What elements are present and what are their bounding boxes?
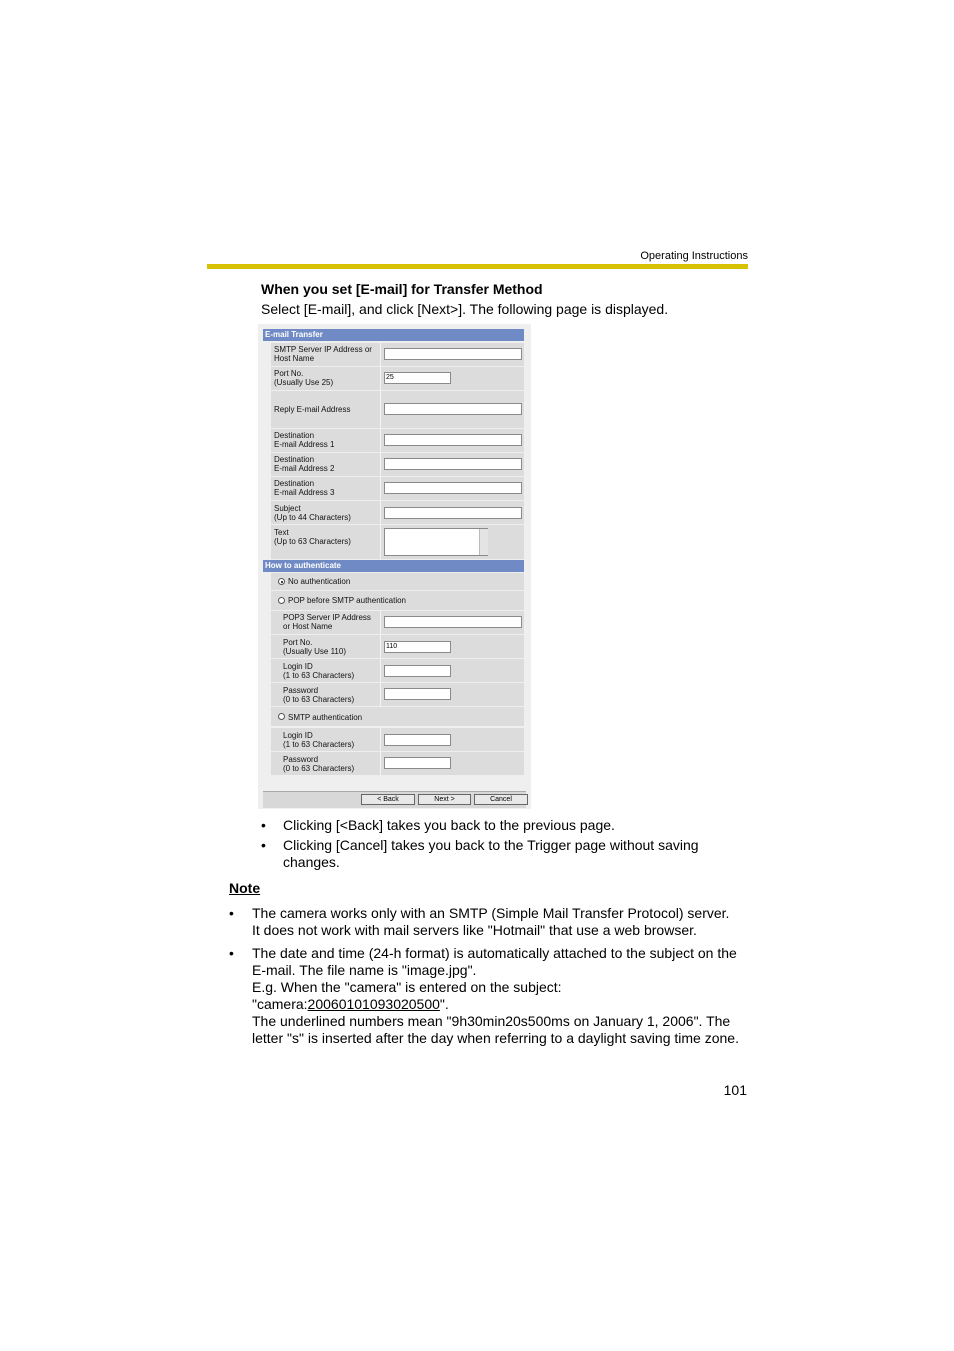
smtp-login-row bbox=[271, 728, 524, 751]
text-row bbox=[271, 525, 524, 559]
subject-label: Subject (Up to 44 Characters) bbox=[274, 504, 351, 522]
button-bar bbox=[263, 791, 526, 808]
auth-header: How to authenticate bbox=[263, 560, 524, 572]
smtp-password-row bbox=[271, 752, 524, 775]
page-number: 101 bbox=[723, 1082, 747, 1098]
auth-smtp-label: SMTP authentication bbox=[288, 713, 363, 722]
auth-pop-radio[interactable] bbox=[278, 597, 285, 604]
destination-1-input[interactable] bbox=[384, 434, 522, 446]
bullet-cancel-text: Clicking [Cancel] takes you back to the Trigger page without saving changes. bbox=[283, 837, 699, 870]
pop3-server-label: POP3 Server IP Address or Host Name bbox=[283, 613, 371, 631]
text-textarea[interactable] bbox=[384, 528, 488, 556]
bullet-cancel bbox=[261, 837, 741, 871]
port-label: Port No. (Usually Use 25) bbox=[274, 369, 334, 387]
destination-3-label: Destination E-mail Address 3 bbox=[274, 479, 335, 497]
bullet-back-text: Clicking [<Back] takes you back to the previous page. bbox=[283, 817, 615, 833]
destination-2-input[interactable] bbox=[384, 458, 522, 470]
subject-row bbox=[271, 501, 524, 524]
pop3-port-label: Port No. (Usually Use 110) bbox=[283, 638, 346, 656]
bullet-symbol: • bbox=[261, 817, 266, 833]
note-item-1 bbox=[229, 905, 749, 939]
running-header: Operating Instructions bbox=[640, 250, 748, 262]
pop3-server-row bbox=[271, 611, 524, 634]
pop3-password-row bbox=[271, 683, 524, 706]
pop3-server-input[interactable] bbox=[384, 616, 522, 628]
smtp-server-row bbox=[271, 343, 524, 366]
pop3-port-input[interactable]: 110 bbox=[384, 641, 451, 653]
reply-address-row bbox=[271, 391, 524, 428]
subject-input[interactable] bbox=[384, 507, 522, 519]
reply-address-input[interactable] bbox=[384, 403, 522, 415]
note-item-2 bbox=[229, 945, 754, 1047]
smtp-server-input[interactable] bbox=[384, 348, 522, 360]
auth-none-label: No authentication bbox=[288, 577, 351, 586]
auth-pop-row bbox=[271, 591, 524, 610]
smtp-login-input[interactable] bbox=[384, 734, 451, 746]
smtp-server-label: SMTP Server IP Address or Host Name bbox=[274, 345, 372, 363]
reply-address-label: Reply E-mail Address bbox=[274, 405, 351, 414]
destination-2-label: Destination E-mail Address 2 bbox=[274, 455, 335, 473]
destination-3-row bbox=[271, 477, 524, 500]
section-title: When you set [E-mail] for Transfer Method bbox=[261, 281, 543, 297]
textarea-scrollbar[interactable] bbox=[479, 529, 488, 555]
smtp-password-label: Password (0 to 63 Characters) bbox=[283, 755, 355, 773]
intro-text: Select [E-mail], and click [Next>]. The following page is displayed. bbox=[261, 301, 669, 317]
bullet-symbol: • bbox=[229, 905, 234, 921]
next-button[interactable]: Next > bbox=[418, 794, 471, 805]
auth-none-radio[interactable] bbox=[278, 578, 285, 585]
port-input[interactable]: 25 bbox=[384, 372, 451, 384]
bullet-back bbox=[261, 817, 741, 834]
auth-pop-label: POP before SMTP authentication bbox=[288, 596, 406, 605]
port-row bbox=[271, 367, 524, 390]
pop3-login-row bbox=[271, 659, 524, 682]
destination-3-input[interactable] bbox=[384, 482, 522, 494]
auth-smtp-radio[interactable] bbox=[278, 713, 285, 720]
auth-none-row bbox=[271, 573, 524, 590]
note-item-2-text: The date and time (24-h format) is automatically attached to the subject on the E-mail. The file name is "image.jpg". E.g. When the "camera" is entered on the subject: "camera:20060101093020500". The underlined numbers mean "9h30min20s500ms on January 1, 2006". The letter "s" is inserted after the day when referring to a daylight saving time zone. bbox=[252, 945, 739, 1046]
destination-1-label: Destination E-mail Address 1 bbox=[274, 431, 335, 449]
header-rule bbox=[207, 264, 748, 269]
text-label: Text (Up to 63 Characters) bbox=[274, 528, 351, 546]
email-transfer-header: E-mail Transfer bbox=[263, 329, 524, 341]
smtp-password-input[interactable] bbox=[384, 757, 451, 769]
timestamp-example: 20060101093020500 bbox=[307, 996, 440, 1012]
note-item-1-text: The camera works only with an SMTP (Simple Mail Transfer Protocol) server. It does not work with mail servers like "Hotmail" that use a web browser. bbox=[252, 905, 730, 938]
pop3-password-label: Password (0 to 63 Characters) bbox=[283, 686, 355, 704]
cancel-button[interactable]: Cancel bbox=[474, 794, 528, 805]
email-transfer-screenshot bbox=[258, 324, 531, 809]
auth-smtp-row bbox=[271, 707, 524, 726]
note-heading: Note bbox=[229, 880, 261, 896]
pop3-port-row bbox=[271, 635, 524, 658]
destination-1-row bbox=[271, 429, 524, 452]
pop3-login-input[interactable] bbox=[384, 665, 451, 677]
smtp-login-label: Login ID (1 to 63 Characters) bbox=[283, 731, 355, 749]
destination-2-row bbox=[271, 453, 524, 476]
bullet-symbol: • bbox=[229, 945, 234, 961]
pop3-password-input[interactable] bbox=[384, 688, 451, 700]
pop3-login-label: Login ID (1 to 63 Characters) bbox=[283, 662, 355, 680]
back-button[interactable]: < Back bbox=[361, 794, 415, 805]
bullet-symbol: • bbox=[261, 837, 266, 853]
